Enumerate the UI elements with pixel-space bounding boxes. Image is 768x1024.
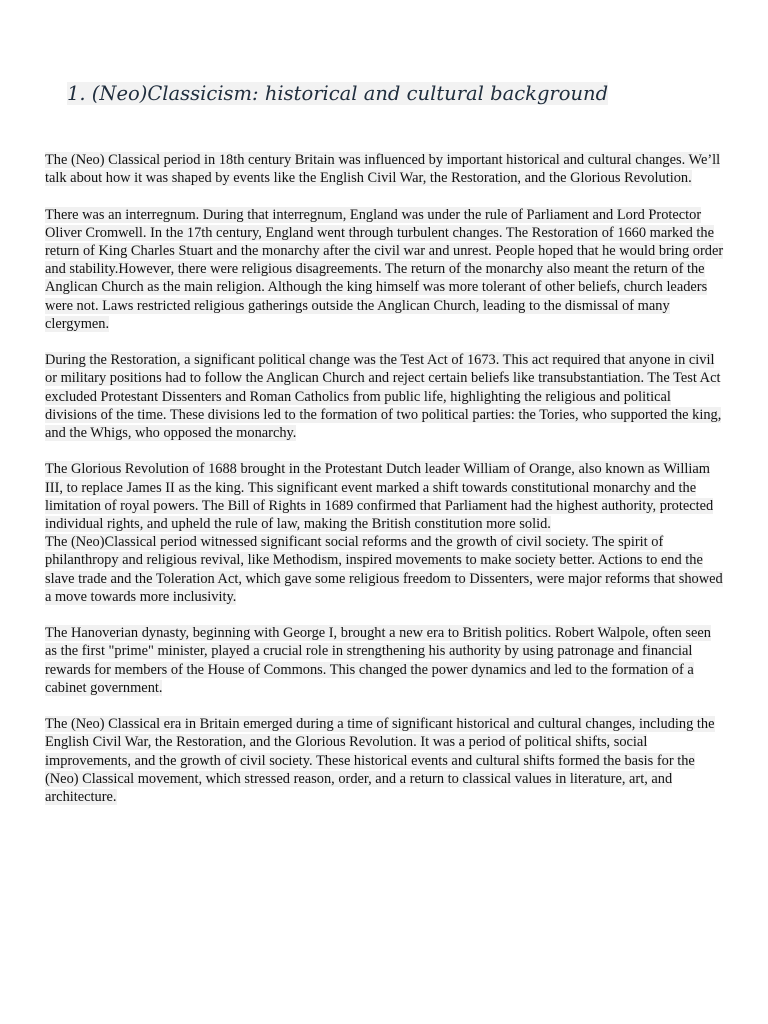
section-heading-text: 1. (Neo)Classicism: historical and cultural background <box>67 82 609 105</box>
section-heading <box>67 79 608 109</box>
paragraph-conclusion <box>45 715 725 806</box>
paragraph-intro-text: The (Neo) Classical period in 18th century Britain was influenced by important historical and cultural changes. We’ll talk about how it was shaped by events like the English Civil War, the Restoration, and the Glorious Revolution. <box>45 152 721 187</box>
document-body <box>45 151 725 806</box>
paragraph-test-act <box>45 351 725 442</box>
paragraph-interregnum <box>45 206 725 333</box>
paragraph-glorious-revolution <box>45 460 725 533</box>
paragraph-conclusion-text: The (Neo) Classical era in Britain emerged during a time of significant historical and cultural changes, including the English Civil War, the Restoration, and the Glorious Revolution. It was a period of political shifts, social improvements, and the growth of civil society. These historical events and cultural shifts formed the basis for the (Neo) Classical movement, which stressed reason, order, and a return to classical values in literature, art, and architecture. <box>45 716 715 806</box>
paragraph-glorious-revolution-text: The Glorious Revolution of 1688 brought in the Protestant Dutch leader William of Orange, also known as William III, to replace James II as the king. This significant event marked a shift towards constitutional monarchy and the limitation of royal powers. The Bill of Rights in 1689 confirmed that Parliament had the highest authority, protected individual rights, and upheld the rule of law, making the British constitution more solid. <box>45 461 714 533</box>
paragraph-social-reforms <box>45 533 725 606</box>
paragraph-hanoverian <box>45 624 725 697</box>
paragraph-intro <box>45 151 725 187</box>
paragraph-social-reforms-text: The (Neo)Classical period witnessed significant social reforms and the growth of civil society. The spirit of philanthropy and religious revival, like Methodism, inspired movements to make society better. Actions to end the slave trade and the Toleration Act, which gave some religious freedom to Dissenters, were major reforms that showed a move towards more inclusivity. <box>45 534 723 605</box>
paragraph-interregnum-text: There was an interregnum. During that interregnum, England was under the rule of Parliament and Lord Protector Oliver Cromwell. In the 17th century, England went through turbulent changes. The Restoration of 1660 marked the return of King Charles Stuart and the monarchy after the civil war and unrest. People hoped that he would bring order and stability.However, there were religious disagreements. The return of the monarchy also meant the return of the Anglican Church as the main religion. Although the king himself was more tolerant of other beliefs, church leaders were not. Laws restricted religious gatherings outside the Anglican Church, leading to the dismissal of many clergymen. <box>45 206 724 332</box>
paragraph-test-act-text: During the Restoration, a significant political change was the Test Act of 1673. This act required that anyone in civil or military positions had to follow the Anglican Church and reject certain beliefs like transubstantiation. The Test Act excluded Protestant Dissenters and Roman Catholics from public life, highlighting the religious and political divisions of the time. These divisions led to the formation of two political parties: the Tories, who supported the king, and the Whigs, who opposed the monarchy. <box>45 352 722 442</box>
paragraph-hanoverian-text: The Hanoverian dynasty, beginning with George I, brought a new era to British politics. Robert Walpole, often seen as the first "prime" minister, played a crucial role in strengthening his authority by using patronage and financial rewards for members of the House of Commons. This changed the power dynamics and led to the formation of a cabinet government. <box>45 625 711 696</box>
